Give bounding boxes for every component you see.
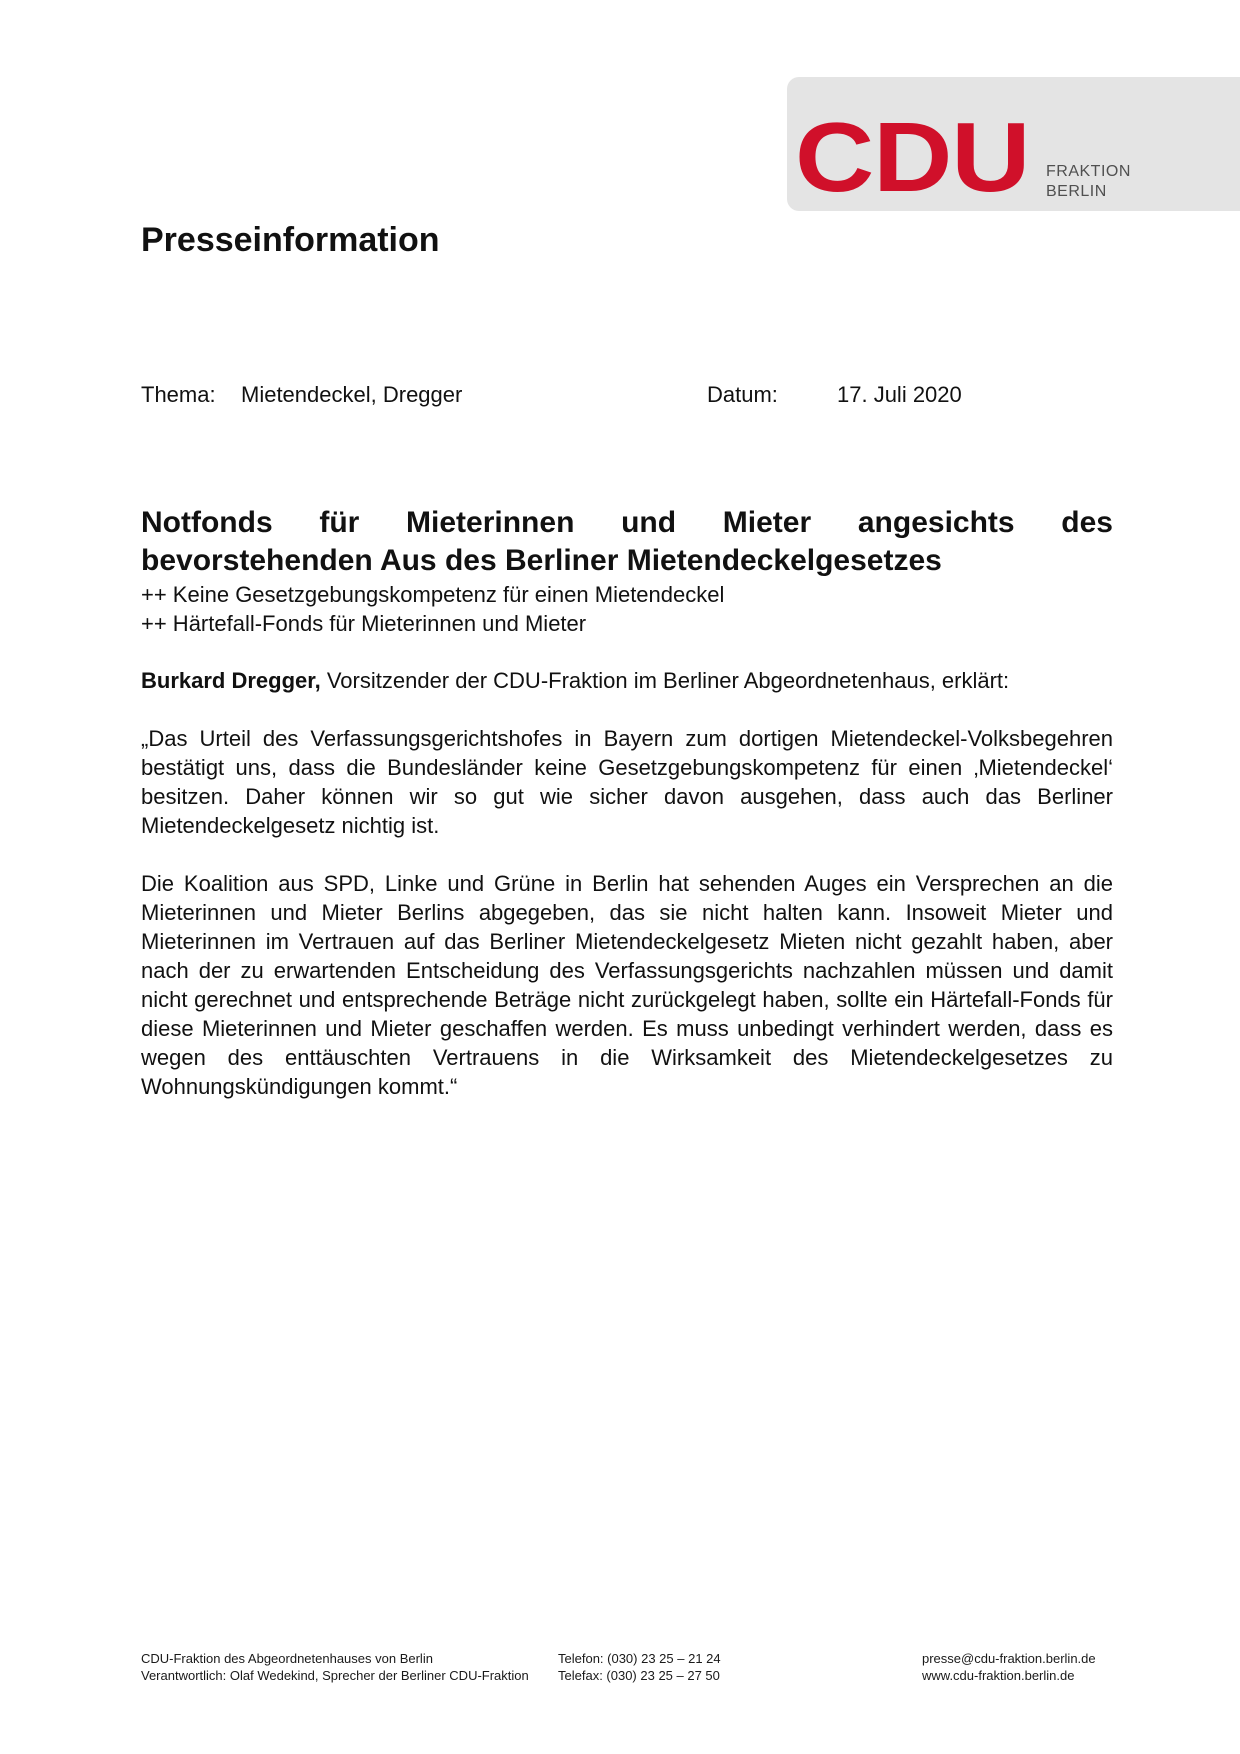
footer-web-link[interactable]: www.cdu-fraktion.berlin.de bbox=[922, 1668, 1075, 1683]
date-label: Datum: bbox=[707, 382, 778, 407]
bullet-item: ++ Keine Gesetzgebungskompetenz für einen Mietendeckel bbox=[141, 582, 725, 607]
footer-organization bbox=[141, 1650, 529, 1684]
date-value: 17. Juli 2020 bbox=[837, 382, 962, 407]
footer-email-link[interactable]: presse@cdu-fraktion.berlin.de bbox=[922, 1651, 1096, 1666]
speaker-role: Vorsitzender der CDU-Fraktion im Berliner Abgeordnetenhaus, erklärt: bbox=[320, 668, 1010, 693]
footer-responsible: Verantwortlich: Olaf Wedekind, Sprecher der Berliner CDU-Fraktion bbox=[141, 1668, 529, 1683]
footer-org-name: CDU-Fraktion des Abgeordnetenhauses von Berlin bbox=[141, 1651, 433, 1666]
cdu-logo: CDU bbox=[795, 102, 1030, 212]
body-paragraph: Die Koalition aus SPD, Linke und Grüne in Berlin hat sehenden Auges ein Versprechen an die Mieterinnen und Mieter Berlins abgegeben, das sie nicht halten kann. Insoweit Mieter und Mieterinnen im Vertrauen auf das Berliner Mietendeckelgesetz Mieten nicht gezahlt haben, aber nach der zu erwartenden Entscheidung des Verfassungsgerichts nachzahlen müssen und damit nicht gerechnet und entsprechende Beträge nicht zurückgelegt haben, sollte ein Härtefall-Fonds für diese Mieterinnen und Mieter geschaffen werden. Es muss unbedingt verhindert werden, dass es wegen des enttäuschten Vertrauens in die Wirksamkeit des Mietendeckelgesetzes zu Wohnungskündigungen kommt.“ bbox=[141, 871, 1113, 1099]
footer-phone: Telefon: (030) 23 25 – 21 24 bbox=[558, 1651, 721, 1666]
topic-label: Thema: bbox=[141, 382, 216, 407]
quote-paragraph: „Das Urteil des Verfassungsgerichtshofes in Bayern zum dortigen Mietendeckel-Volksbegehren bestätigt uns, dass die Bundesländer keine Gesetzgebungskompetenz für einen ‚Mietendeckel‘ besitzen. Daher können wir so gut wie sicher davon ausgehen, dass auch das Berliner Mietendeckelgesetz nichtig ist. bbox=[141, 726, 1113, 838]
footer-contact bbox=[558, 1650, 721, 1684]
footer-links bbox=[922, 1650, 1096, 1684]
bullet-item: ++ Härtefall-Fonds für Mieterinnen und Mieter bbox=[141, 611, 587, 636]
speaker-name: Burkard Dregger, bbox=[141, 668, 321, 693]
logo-subtitle bbox=[1046, 162, 1131, 202]
footer-fax: Telefax: (030) 23 25 – 27 50 bbox=[558, 1668, 720, 1683]
headline: Notfonds für Mieterinnen und Mieter angesichts des bevorstehenden Aus des Berliner Mietendeckelgesetzes bbox=[141, 506, 1113, 577]
press-release-body bbox=[141, 504, 1113, 1101]
intro-statement bbox=[141, 666, 1113, 695]
bullet-list bbox=[141, 580, 1113, 638]
page-title: Presseinformation bbox=[141, 221, 440, 259]
logo-subtitle-line1: FRAKTION bbox=[1046, 163, 1131, 180]
topic-value: Mietendeckel, Dregger bbox=[241, 382, 463, 407]
logo-subtitle-line2: BERLIN bbox=[1046, 183, 1107, 200]
